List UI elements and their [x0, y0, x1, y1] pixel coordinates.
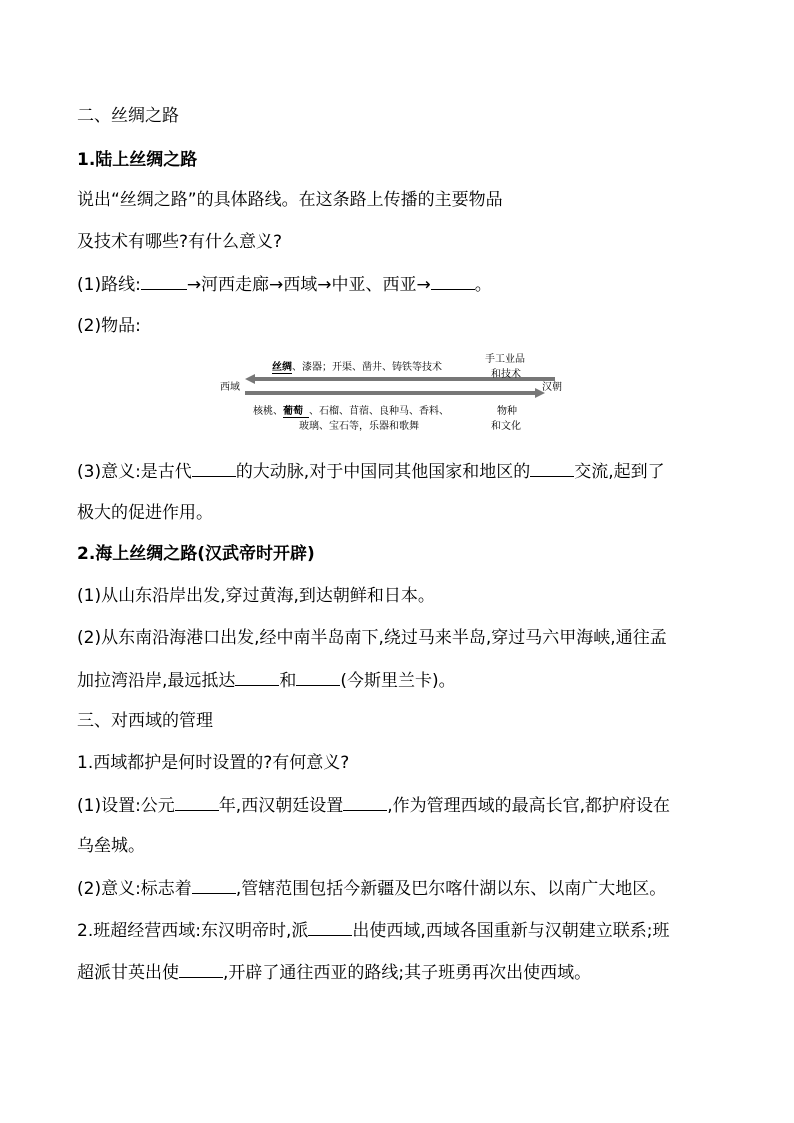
route-prefix: (1)路线:: [77, 275, 141, 295]
meaning-line-2: 极大的促进作用。: [77, 503, 213, 523]
diagram-bottom-text: 、石榴、苜蓿、良种马、香料、: [309, 406, 449, 417]
diagram-bottom-right-2: 和文化: [491, 421, 521, 432]
setup-c: ,作为管理西域的最高长官,都护府设在: [387, 796, 671, 816]
sea2-b: 和: [279, 671, 297, 691]
section-title-western-regions: 三、对西域的管理: [77, 711, 213, 731]
diagram-west-label: 西域: [220, 382, 240, 393]
banchao-blank-2[interactable]: [179, 961, 223, 978]
meaning-a: (3)意义:是古代: [77, 462, 192, 482]
diagram-bottom-text-2: 玻璃、宝石等，乐器和歌舞: [299, 421, 419, 432]
meaning-b: 的大动脉,对于中国同其他国家和地区的: [235, 462, 531, 482]
significance-a: (2)意义:标志着: [77, 879, 192, 899]
route-middle: →河西走廊→西域→中亚、西亚→: [186, 275, 431, 295]
sea2-a: 加拉湾沿岸,最远抵达: [77, 671, 236, 691]
sea-silk-road-heading: 2.海上丝绸之路(汉武帝时开辟): [77, 544, 315, 564]
setup-blank-office[interactable]: [343, 794, 387, 811]
question-protectorate: 1.西域都护是何时设置的?有何意义?: [77, 753, 350, 773]
sea2-c: (今斯里兰卡)。: [340, 671, 456, 691]
setup-blank-year[interactable]: [175, 794, 219, 811]
route-line: [77, 273, 492, 296]
significance-b: ,管辖范围包括今新疆及巴尔喀什湖以东、以南广大地区。: [235, 879, 667, 899]
sea-blank-2[interactable]: [296, 669, 340, 686]
meaning-line-1: [77, 460, 665, 483]
question-line-2: 及技术有哪些?有什么意义?: [77, 232, 283, 252]
setup-line-2: 乌垒城。: [77, 836, 145, 856]
meaning-c: 交流,起到了: [574, 462, 665, 482]
exchange-diagram: [215, 348, 575, 440]
setup-b: 年,西汉朝廷设置: [218, 796, 344, 816]
banchao2-a: 超派甘英出使: [77, 963, 179, 983]
banchao2-b: ,开辟了通往西亚的路线;其子班勇再次出使西域。: [223, 963, 592, 983]
goods-label: (2)物品:: [77, 316, 141, 336]
significance-line: [77, 877, 666, 900]
meaning-blank-1[interactable]: [192, 460, 236, 477]
diagram-bottom-filled: 葡萄: [283, 406, 309, 418]
sea-route-2-line-1: (2)从东南沿海港口出发,经中南半岛南下,绕过马来半岛,穿过马六甲海峡,通往孟: [77, 628, 667, 648]
eastward-arrow: [245, 388, 545, 398]
diagram-top-right-2: 和技术: [491, 369, 521, 380]
diagram-bottom-right-1: 物种: [497, 406, 517, 417]
land-silk-road-heading: 1.陆上丝绸之路: [77, 150, 198, 170]
diagram-top-right-1: 手工业品: [485, 354, 525, 365]
meaning-blank-2[interactable]: [530, 460, 574, 477]
banchao-b: 出使西域,西域各国重新与汉朝建立联系;班: [352, 921, 670, 941]
diagram-east-label: 汉朝: [542, 382, 562, 393]
setup-a: (1)设置:公元: [77, 796, 175, 816]
question-line-1: 说出“丝绸之路”的具体路线。在这条路上传播的主要物品: [77, 190, 503, 210]
diagram-bottom-prefix: 核桃、: [253, 406, 283, 417]
sea-route-1: (1)从山东沿岸出发,穿过黄海,到达朝鲜和日本。: [77, 586, 435, 606]
significance-blank[interactable]: [192, 877, 236, 894]
setup-line-1: [77, 794, 670, 817]
banchao-blank-1[interactable]: [308, 919, 352, 936]
route-blank-start[interactable]: [141, 273, 187, 290]
sea-blank-1[interactable]: [235, 669, 279, 686]
route-suffix: 。: [474, 275, 492, 295]
section-title-silk-road: 二、丝绸之路: [77, 106, 179, 126]
diagram-top-text: 、漆器；开渠、凿井、铸铁等技术: [292, 362, 442, 373]
banchao-a: 2.班超经营西域:东汉明帝时,派: [77, 921, 309, 941]
sea-route-2-line-2: [77, 669, 456, 692]
banchao-line-2: [77, 961, 591, 984]
banchao-line-1: [77, 919, 670, 942]
route-blank-end[interactable]: [431, 273, 475, 290]
diagram-top-filled: 丝绸: [272, 362, 292, 373]
